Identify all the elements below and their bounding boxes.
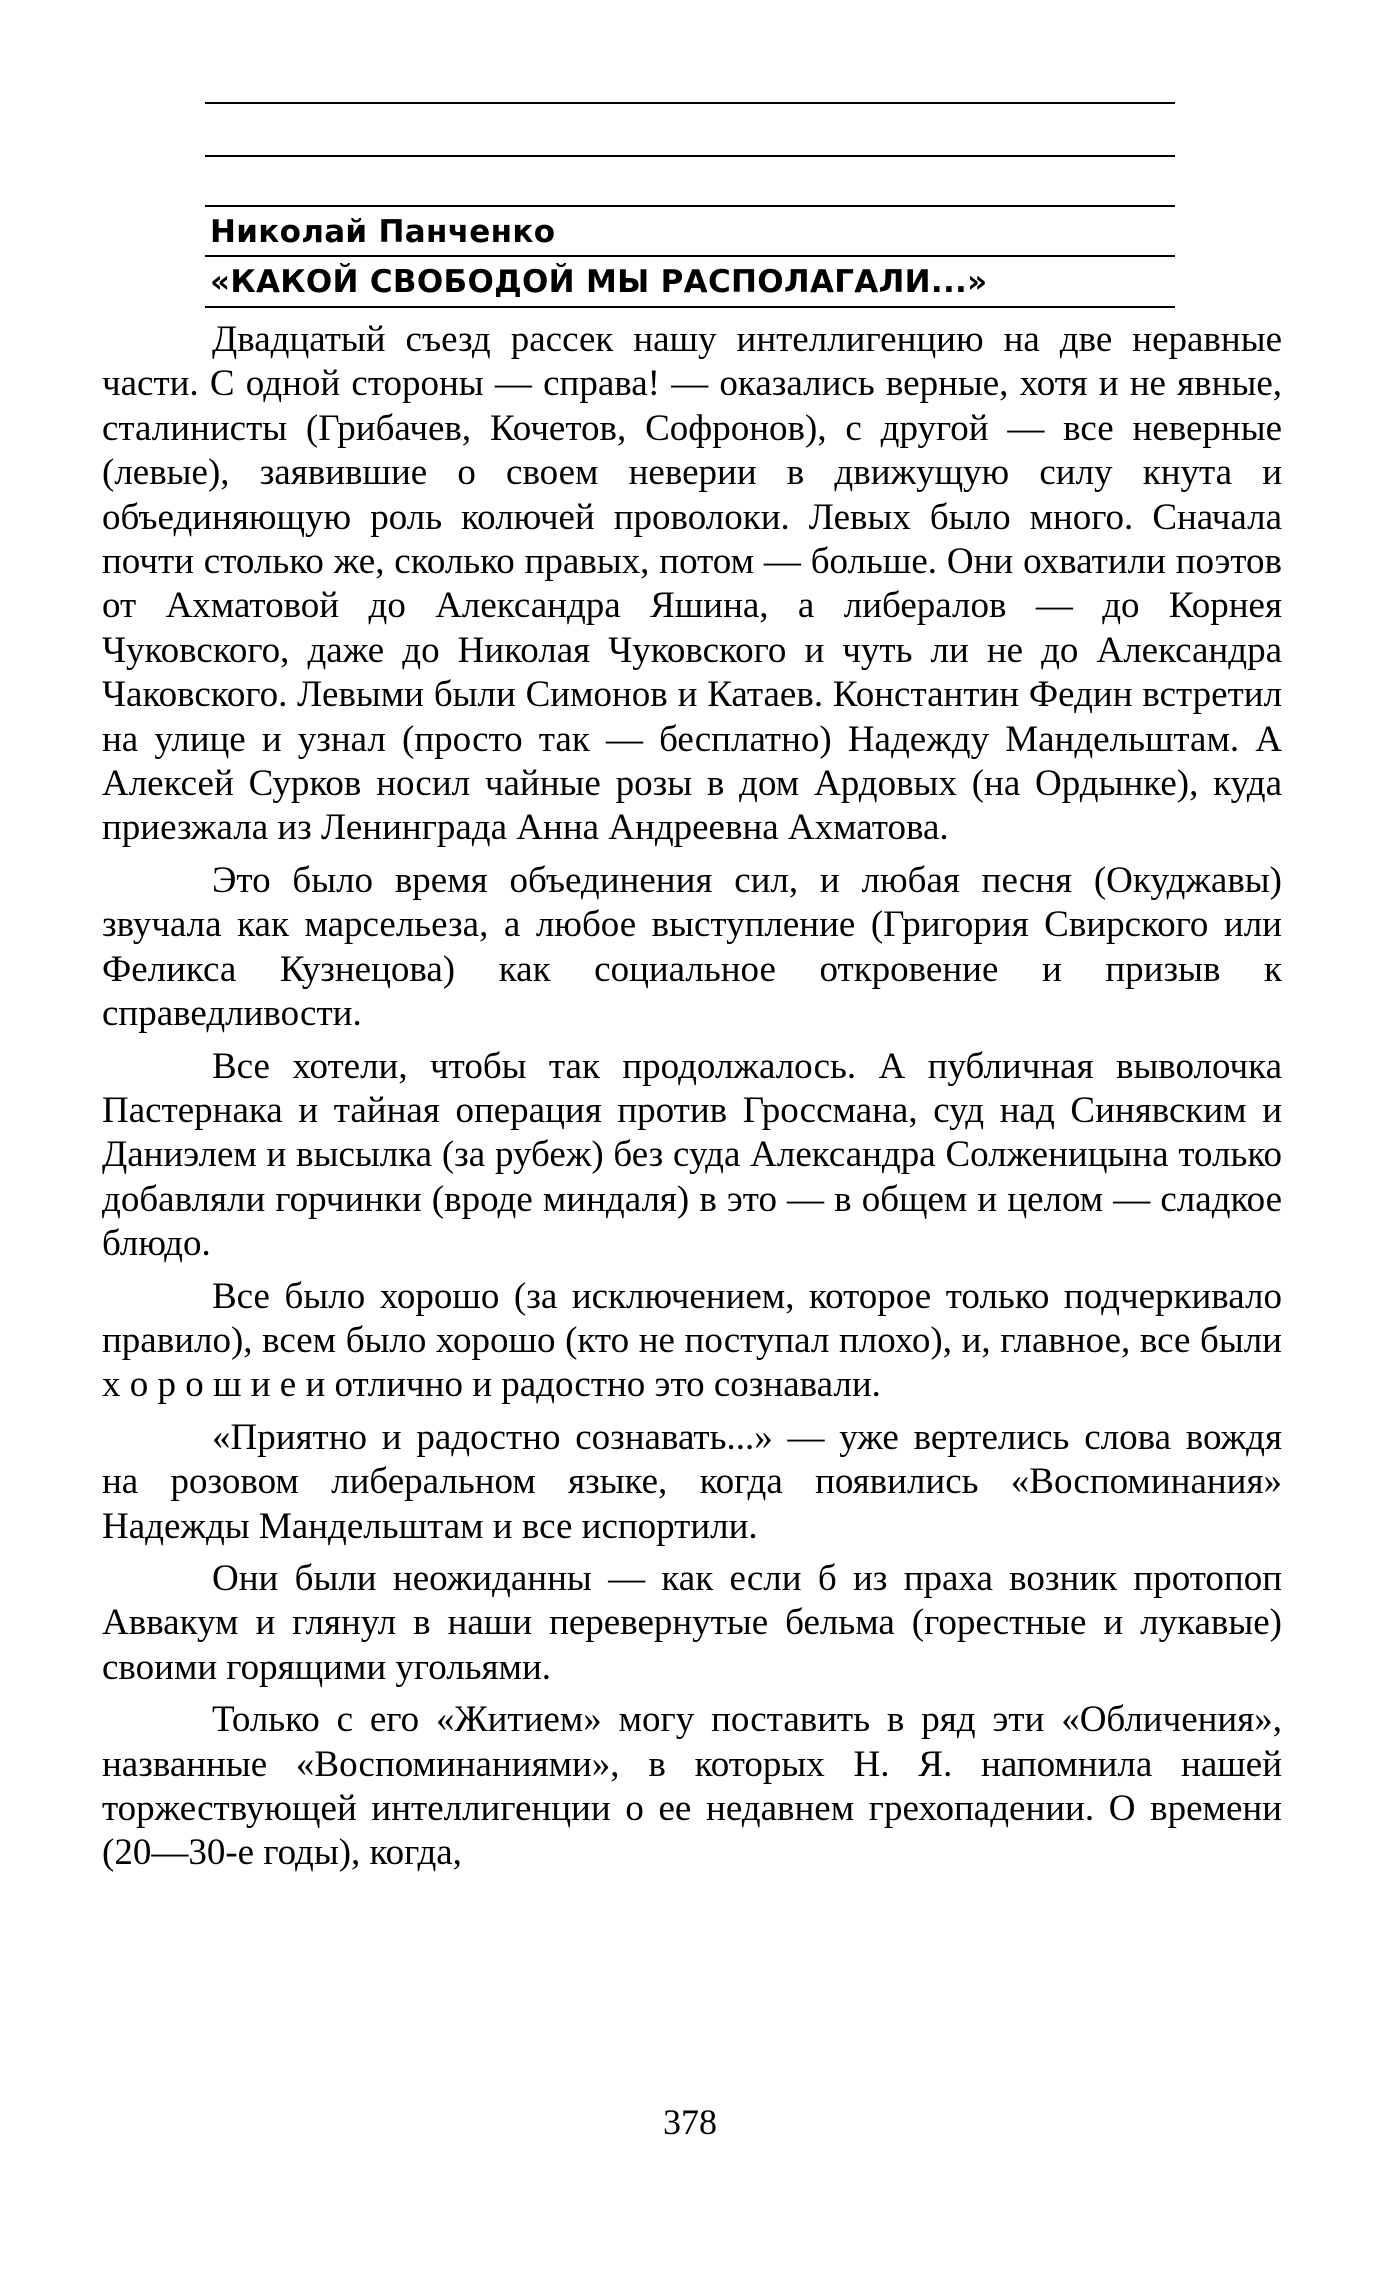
author-name: Николай Панченко (210, 214, 556, 250)
paragraph: Это было время объединения сил, и любая песня (Окуджавы) звучала как марсельеза, а любое выступление (Григория Свирского или Феликса Кузнецова) как социальное откровение и призыв к справедливости. (102, 859, 1282, 1035)
paragraph: Все было хорошо (за исключением, которое только подчеркивало правило), всем было хорошо (кто не поступал плохо), и, главное, все были х о р о ш и е и отлично и радостно это сознавали. (102, 1275, 1282, 1406)
paragraph: Двадцатый съезд рассек нашу интеллигенцию на две неравные части. С одной стороны — справа! — оказались верные, хотя и не явные, сталинисты (Грибачев, Кочетов, Софронов), с другой — все неверные (левые), заявившие о своем неверии в движущую силу кнута и объединяющую роль колючей проволоки. Левых было много. Сначала почти столько же, сколько правых, потом — больше. Они охватили поэтов от Ахматовой до Александра Яшина, а либералов — до Корнея Чуковского, даже до Николая Чуковского и чуть ли не до Александра Чаковского. Левыми были Симонов и Катаев. Константин Федин встретил на улице и узнал (просто так — бесплатно) Надежду Мандельштам. А Алексей Сурков носил чайные розы в дом Ардовых (на Ордынке), куда приезжала из Ленинграда Анна Андреевна Ахматова. (102, 319, 1282, 849)
article-body (102, 318, 1282, 1884)
paragraph: Они были неожиданны — как если б из праха возник протопоп Аввакум и глянул в наши перевернутые бельма (горестные и лукавые) своими горящими угольями. (102, 1557, 1282, 1688)
paragraph: Все хотели, чтобы так продолжалось. А публичная выволочка Пастернака и тайная операция против Гроссмана, суд над Синявским и Даниэлем и высылка (за рубеж) без суда Александра Солженицына только добавляли горчинки (вроде миндаля) в это — в общем и целом — сладкое блюдо. (102, 1045, 1282, 1265)
paragraph: «Приятно и радостно сознавать...» — уже вертелись слова вождя на розовом либеральном языке, когда появились «Воспоминания» Надежды Мандельштам и все испортили. (102, 1416, 1282, 1547)
top-rule-3 (205, 205, 1175, 207)
top-rule-2 (205, 155, 1175, 157)
page-number: 378 (663, 2102, 717, 2142)
title-rule (205, 306, 1175, 308)
paragraph: Только с его «Житием» могу поставить в ряд эти «Обличения», названные «Воспоминаниями», в которых Н. Я. напомнила нашей торжествующей интеллигенции о ее недавнем грехопадении. О времени (20—30-е годы), когда, (102, 1699, 1282, 1874)
header-rule (205, 255, 1175, 257)
article-title: «КАКОЙ СВОБОДОЙ МЫ РАСПОЛАГАЛИ...» (210, 264, 988, 300)
top-rule-1 (205, 102, 1175, 104)
